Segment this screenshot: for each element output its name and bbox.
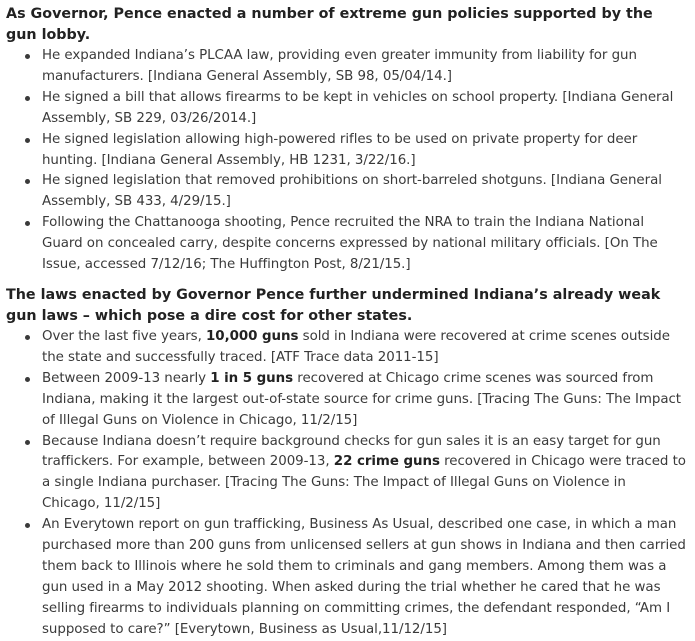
weak-gun-laws-list — [6, 327, 687, 641]
gun-policies-list — [6, 46, 687, 276]
item-text-after: recovered in Chicago were traced to a single Indiana purchaser. [Tracing The Guns: The Impact of Illegal Guns on Violence in Chicago, 11/2/15] — [42, 454, 686, 512]
list-item-short-barreled-shotguns: He signed legislation that removed prohibitions on short-barreled shotguns. [Indiana General Assembly, SB 433, 4/29/15.] — [42, 171, 687, 213]
list-item-everytown-report: An Everytown report on gun trafficking, Business As Usual, described one case, in which a man purchased more than 200 guns from unlicensed sellers at gun shows in Indiana and then carried them back to Illinois where he sold them to criminals and gang members. Among them was a gun used in a May 2012 shooting. When asked during the trial whether he cared that he was selling firearms to individuals planning on committing crimes, the defendant responded, “Am I supposed to care?” [Everytown, Business as Usual,11/12/15] — [42, 515, 687, 640]
item-text-after: recovered at Chicago crime scenes was sourced from Indiana, making it the largest out-of-state source for crime guns. [Tracing The Guns: The Impact of Illegal Guns on Violence in Chicago, 11/2/15] — [42, 370, 681, 428]
item-text-before: Because Indiana doesn’t require background checks for gun sales it is an easy target for gun traffickers. For example, between 2009-13, — [42, 433, 661, 470]
item-text-bold: 22 crime guns — [333, 454, 440, 470]
list-item-10000-guns — [42, 327, 687, 369]
section-heading-weak-gun-laws: The laws enacted by Governor Pence further undermined Indiana’s already weak gun laws – which pose a dire cost for other states. — [6, 286, 661, 324]
item-text-before: Between 2009-13 nearly — [42, 370, 211, 386]
list-item-school-vehicles: He signed a bill that allows firearms to be kept in vehicles on school property. [Indiana General Assembly, SB 229, 03/26/2014.] — [42, 88, 687, 130]
list-item-plcaa: He expanded Indiana’s PLCAA law, providing even greater immunity from liability for gun manufacturers. [Indiana General Assembly, SB 98, 05/04/14.] — [42, 46, 687, 88]
item-text-bold: 1 in 5 guns — [210, 370, 294, 386]
item-text-after: sold in Indiana were recovered at crime scenes outside the state and successfully traced. [ATF Trace data 2011-15] — [42, 328, 670, 365]
item-text-bold: 10,000 guns — [206, 328, 299, 344]
section-heading-gun-policies: As Governor, Pence enacted a number of extreme gun policies supported by the gun lobby. — [6, 6, 653, 43]
list-item-nra-national-guard: Following the Chattanooga shooting, Pence recruited the NRA to train the Indiana National Guard on concealed carry, despite concerns expressed by national military officials. [On The Issue, accessed 7/12/16; The Huffington Post, 8/21/15.] — [42, 213, 687, 276]
item-text-before: Over the last five years, — [42, 328, 207, 344]
list-item-1-in-5-guns — [42, 369, 687, 432]
list-item-deer-hunting-rifles: He signed legislation allowing high-powered rifles to be used on private property for deer hunting. [Indiana General Assembly, HB 1231, 3/22/16.] — [42, 130, 687, 172]
list-item-22-crime-guns — [42, 432, 687, 516]
